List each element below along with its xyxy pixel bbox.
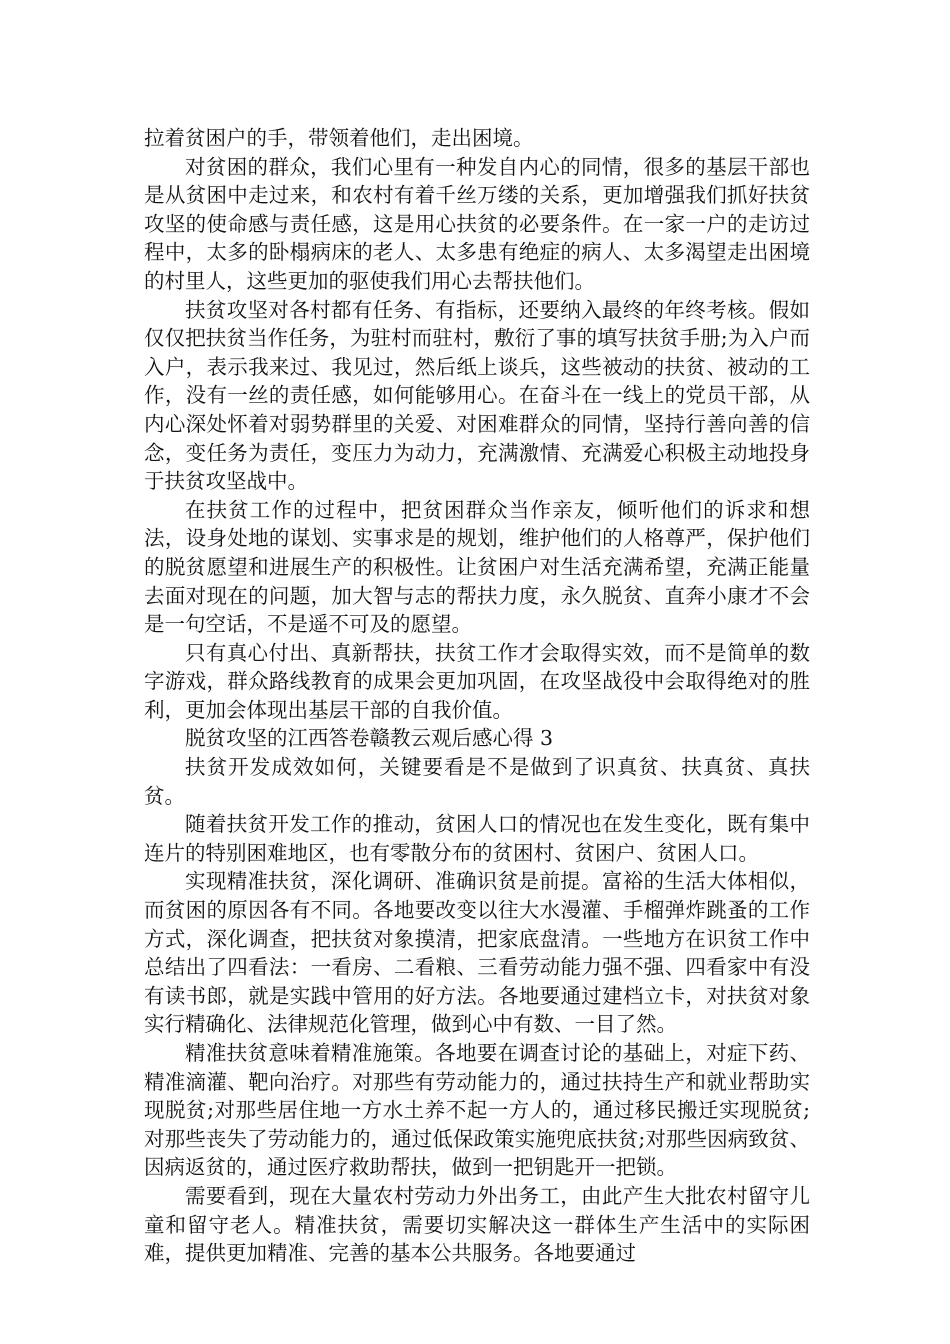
paragraph: 实现精准扶贫，深化调研、准确识贫是前提。富裕的生活大体相似，而贫困的原因各有不同。各地要改变以往大水漫灌、手榴弹炸跳蚤的工作方式，深化调查，把扶贫对象摸清，把家底盘清。一些地方在识贫工作中总结出了四看法：一看房、二看粮、三看劳动能力强不强、四看家中有没有读书郎，就是实践中管用的好方法。各地要通过建档立卡，对扶贫对象实行精确化、法律规范化管理，做到心中有数、一目了然。 [144,869,810,1037]
paragraph: 扶贫开发成效如何，关键要看是不是做到了识真贫、扶真贫、真扶贫。 [144,755,810,808]
paragraph: 需要看到，现在大量农村劳动力外出务工，由此产生大批农村留守儿童和留守老人。精准扶贫，需要切实解决这一群体生产生活中的实际困难，提供更加精准、完善的基本公共服务。各地要通过 [144,1183,810,1266]
document-body [144,124,810,1268]
paragraph: 在扶贫工作的过程中，把贫困群众当作亲友，倾听他们的诉求和想法，设身处地的谋划、实事求是的规划，维护他们的人格尊严，保护他们的脱贫愿望和进展生产的积极性。让贫困户对生活充满希望，充满正能量去面对现在的问题，加大智与志的帮扶力度，永久脱贫、直奔小康才不会是一句空话，不是遥不可及的愿望。 [144,497,810,637]
paragraph: 精准扶贫意味着精准施策。各地要在调查讨论的基础上，对症下药、精准滴灌、靶向治疗。对那些有劳动能力的，通过扶持生产和就业帮助实现脱贫;对那些居住地一方水土养不起一方人的，通过移民搬迁实现脱贫;对那些丧失了劳动能力的，通过低保政策实施兜底扶贫;对那些因病致贫、因病返贫的，通过医疗救助帮扶，做到一把钥匙开一把锁。 [144,1041,810,1180]
paragraph: 随着扶贫开发工作的推动，贫困人口的情况也在发生变化，既有集中连片的特别困难地区，也有零散分布的贫困村、贫困户、贫困人口。 [144,812,810,865]
paragraph: 只有真心付出、真新帮扶，扶贫工作才会取得实效，而不是简单的数字游戏，群众路线教育的成果会更加巩固，在攻坚战役中会取得绝对的胜利，更加会体现出基层干部的自我价值。 [144,640,810,722]
paragraph: 对贫困的群众，我们心里有一种发自内心的同情，很多的基层干部也是从贫困中走过来，和农村有着千丝万缕的关系，更加增强我们抓好扶贫攻坚的使命感与责任感，这是用心扶贫的必要条件。在一家一户的走访过程中，太多的卧榻病床的老人、太多患有绝症的病人、太多渴望走出困境的村里人，这些更加的驱使我们用心去帮扶他们。 [144,154,810,293]
section-heading: 脱贫攻坚的江西答卷赣教云观后感心得 3 [185,726,554,751]
paragraph: 扶贫攻坚对各村都有任务、有指标，还要纳入最终的年终考核。假如仅仅把扶贫当作任务，为驻村而驻村，敷衍了事的填写扶贫手册;为入户而入户，表示我来过、我见过，然后纸上谈兵，这些被动的扶贫、被动的工作，没有一丝的责任感，如何能够用心。在奋斗在一线上的党员干部，从内心深处怀着对弱势群里的关爱、对困难群众的同情，坚持行善向善的信念，变任务为责任，变压力为动力，充满激情、充满爱心积极主动地投身于扶贫攻坚战中。 [144,297,810,494]
paragraph-continuation: 拉着贫困户的手，带领着他们，走出困境。 [144,126,534,150]
